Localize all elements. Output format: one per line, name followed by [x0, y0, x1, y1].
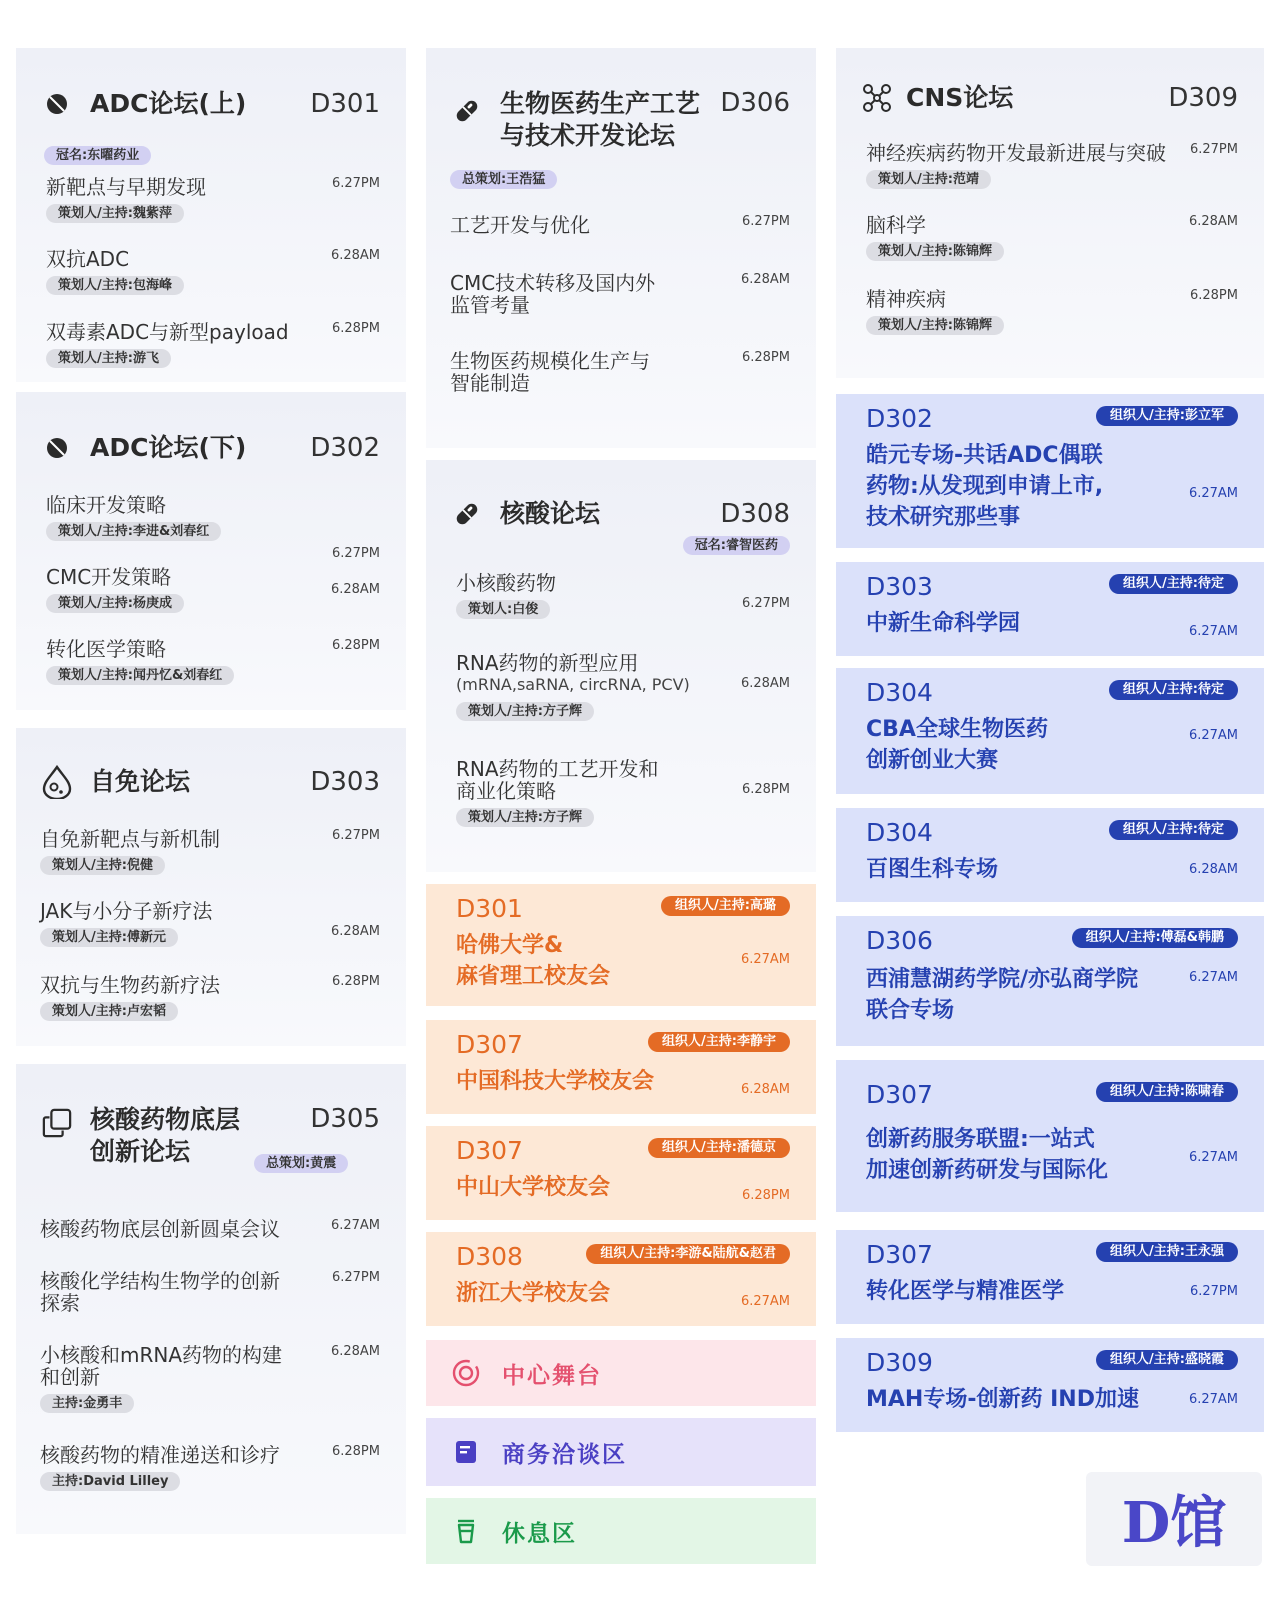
session-name: 核酸药物的精准递送和诊疗: [40, 1443, 280, 1467]
host-badge: 主持:David Lilley: [40, 1472, 180, 1491]
session-item[interactable]: [866, 288, 1238, 335]
session-item[interactable]: [46, 566, 380, 613]
session-item[interactable]: [866, 142, 1238, 189]
session-name: RNA药物的新型应用: [456, 651, 639, 675]
session-time: 6.28PM: [741, 782, 790, 797]
area-business[interactable]: [426, 1418, 816, 1486]
notebook-icon: [452, 1438, 480, 1466]
session-time: 6.27AM: [330, 1218, 380, 1233]
session-time: 6.28PM: [331, 638, 380, 653]
session-title: [456, 1172, 610, 1203]
hall-label: D馆: [1086, 1472, 1262, 1566]
card-title-line1: 生物医药生产工艺: [500, 89, 701, 118]
session-time: 6.27PM: [331, 176, 380, 191]
session-name-cont: 智能制造: [450, 371, 530, 395]
title-line: 转化医学与精准医学: [866, 1279, 1065, 1304]
title-line: 西浦慧湖药学院/亦弘商学院: [866, 967, 1139, 992]
session-time: 6.28PM: [331, 1444, 380, 1459]
organizer-badge: 组织人/主持:待定: [1109, 820, 1238, 840]
session-time: 6.27AM: [740, 952, 790, 967]
host-badge: 策划人/主持:范靖: [866, 170, 991, 189]
room-number: D302: [310, 433, 380, 463]
session-item[interactable]: [40, 1344, 380, 1413]
room-number: D307: [866, 1240, 933, 1269]
sponsor-badge: 冠名:睿智医药: [683, 536, 790, 555]
session-name: 临床开发策略: [46, 493, 166, 517]
special-session-card[interactable]: [836, 1338, 1264, 1432]
organizer-badge: 组织人/主持:待定: [1109, 680, 1238, 700]
session-item[interactable]: [456, 572, 790, 619]
cell-icon: [42, 767, 72, 797]
session-time: 6.28PM: [331, 974, 380, 989]
card-cns-forum: [836, 48, 1264, 378]
host-badge: 策划人/主持:闻丹忆&刘春红: [46, 666, 234, 685]
session-item[interactable]: [46, 176, 380, 223]
session-name: RNA药物的工艺开发和: [456, 757, 659, 781]
session-name: 新靶点与早期发现: [46, 175, 206, 199]
session-title: [866, 440, 1103, 533]
title-line: 联合专场: [866, 998, 955, 1023]
session-item[interactable]: [456, 652, 790, 721]
host-badge: 策划人/主持:倪健: [40, 856, 165, 875]
session-time: 6.28PM: [741, 350, 790, 365]
host-badge: 策划人/主持:卢宏韬: [40, 1002, 178, 1021]
session-item[interactable]: [40, 1218, 380, 1240]
card-nucleic-forum: [426, 460, 816, 872]
session-name: 小核酸药物: [456, 571, 556, 595]
session-name-cont: 和创新: [40, 1365, 100, 1389]
session-title: [456, 930, 610, 992]
session-name: 双抗与生物药新疗法: [40, 973, 220, 997]
session-time: 6.28AM: [330, 582, 380, 597]
session-time: 6.27AM: [1188, 728, 1238, 743]
capsule-icon: [452, 499, 482, 529]
session-time: 6.28AM: [330, 924, 380, 939]
organizer-badge: 组织人/主持:潘德京: [648, 1138, 790, 1158]
title-line: 中新生命科学园: [866, 611, 1021, 636]
room-number: D308: [456, 1242, 523, 1271]
host-badge: 策划人/主持:陈锦辉: [866, 242, 1004, 261]
alumni-session-card[interactable]: [426, 884, 816, 1006]
area-label: 休息区: [502, 1520, 577, 1547]
organizer-badge: 组织人/主持:李游&陆航&赵君: [586, 1244, 790, 1264]
title-line: 中国科技大学校友会: [456, 1069, 655, 1094]
card-title-line2: 与技术开发论坛: [500, 121, 676, 150]
room-number: D303: [310, 767, 380, 797]
session-name: 小核酸和mRNA药物的构建: [40, 1343, 283, 1367]
session-name: 双抗ADC: [46, 247, 130, 271]
session-name: 脑科学: [866, 213, 926, 237]
session-name: 转化医学策略: [46, 637, 166, 661]
room-number: D307: [866, 1080, 933, 1109]
organizer-badge: 组织人/主持:高璐: [661, 896, 790, 916]
card-immune-forum: [16, 728, 406, 1046]
session-name: JAK与小分子新疗法: [40, 899, 213, 923]
special-session-card[interactable]: [836, 916, 1264, 1046]
card-adc-forum-1: [16, 48, 406, 382]
session-name: 自免新靶点与新机制: [40, 827, 220, 851]
session-time: 6.27AM: [1188, 1150, 1238, 1165]
session-title: [866, 608, 1020, 639]
session-time: 6.27PM: [1189, 142, 1238, 157]
host-badge: 策划人/主持:陈锦辉: [866, 316, 1004, 335]
organizer-badge: 组织人/主持:陈啸春: [1096, 1082, 1238, 1102]
special-session-card[interactable]: [836, 808, 1264, 902]
session-time: 6.28AM: [330, 1344, 380, 1359]
title-line: 百图生科专场: [866, 857, 999, 882]
session-item[interactable]: [40, 828, 380, 875]
session-name: 核酸化学结构生物学的创新: [40, 1269, 280, 1293]
session-name-cont: 探索: [40, 1291, 80, 1315]
organizer-badge: 组织人/主持:待定: [1109, 574, 1238, 594]
session-item[interactable]: [450, 214, 790, 236]
alumni-session-card[interactable]: [426, 1126, 816, 1220]
session-time: 6.28PM: [1189, 288, 1238, 303]
organizer-badge: 组织人/主持:李静宇: [648, 1032, 790, 1052]
title-line: 中山大学校友会: [456, 1175, 611, 1200]
card-header: [452, 498, 790, 530]
session-name: 双毒素ADC与新型payload: [46, 320, 289, 344]
session-name: CMC技术转移及国内外: [450, 271, 656, 295]
session-time: 6.28AM: [1188, 862, 1238, 877]
title-line: 皓元专场-共话ADC偶联: [866, 443, 1103, 468]
pill-icon: [42, 89, 72, 119]
target-icon: [452, 1359, 480, 1387]
title-line: 加速创新药研发与国际化: [866, 1158, 1109, 1183]
title-line: CBA全球生物医药: [866, 717, 1048, 742]
special-session-card[interactable]: [836, 562, 1264, 656]
session-title: [866, 854, 998, 885]
planner-badge: 总策划:王浩猛: [450, 170, 557, 189]
special-session-card[interactable]: [836, 1060, 1264, 1212]
card-header: [42, 432, 380, 464]
title-line: 药物:从发现到申请上市,: [866, 474, 1104, 499]
host-badge: 策划人/主持:傅新元: [40, 928, 178, 947]
capsule-icon: [452, 96, 482, 126]
host-badge: 策划人:白俊: [456, 600, 550, 619]
session-time: 6.27PM: [331, 828, 380, 843]
title-line: 麻省理工校友会: [456, 964, 611, 989]
card-bio-process-forum: [426, 48, 816, 448]
room-number: D305: [310, 1104, 380, 1134]
session-time: 6.28AM: [1188, 214, 1238, 229]
session-time: 6.28PM: [331, 321, 380, 336]
alumni-session-card[interactable]: [426, 1020, 816, 1114]
room-number: D301: [310, 89, 380, 119]
session-title: [456, 1278, 610, 1309]
session-time: 6.27AM: [1188, 1392, 1238, 1407]
session-name: 生物医药规模化生产与: [450, 349, 650, 373]
session-time: 6.27AM: [740, 1294, 790, 1309]
session-name: 神经疾病药物开发最新进展与突破: [866, 141, 1166, 165]
room-number: D306: [720, 88, 790, 118]
card-title-line2: 创新论坛: [90, 1137, 191, 1166]
card-title-line1: 核酸药物底层: [90, 1105, 241, 1134]
session-item[interactable]: [40, 974, 380, 1021]
card-title: CNS论坛: [906, 83, 1014, 112]
title-line: 哈佛大学&: [456, 933, 564, 958]
session-title: [866, 964, 1138, 1026]
host-badge: 策划人/主持:游飞: [46, 349, 171, 368]
session-time: 6.28AM: [740, 272, 790, 287]
room-number: D303: [866, 572, 933, 601]
session-item[interactable]: [456, 758, 790, 827]
session-item[interactable]: [46, 493, 380, 561]
organizer-badge: 组织人/主持:傅磊&韩鹏: [1072, 928, 1238, 948]
session-item[interactable]: [46, 321, 380, 368]
session-time: 6.28AM: [740, 676, 790, 691]
session-time: 6.27PM: [331, 546, 380, 561]
special-session-card[interactable]: [836, 394, 1264, 548]
room-number: D307: [456, 1136, 523, 1165]
session-time: 6.27PM: [1189, 1284, 1238, 1299]
room-number: D307: [456, 1030, 523, 1059]
network-icon: [862, 83, 892, 113]
session-time: 6.27PM: [741, 596, 790, 611]
special-session-card[interactable]: [836, 668, 1264, 794]
session-time: 6.28PM: [741, 1188, 790, 1203]
planner-badge: 总策划:黄震: [254, 1154, 348, 1173]
cup-icon: [452, 1517, 480, 1545]
host-badge: 策划人/主持:魏紫萍: [46, 204, 184, 223]
title-line: MAH专场-创新药 IND加速: [866, 1387, 1139, 1412]
session-time: 6.28AM: [330, 248, 380, 263]
room-number: D301: [456, 894, 523, 923]
organizer-badge: 组织人/主持:彭立军: [1096, 406, 1238, 426]
session-item[interactable]: [450, 272, 790, 316]
session-time: 6.27AM: [1188, 970, 1238, 985]
session-title: [866, 1276, 1064, 1307]
card-header: [452, 88, 790, 152]
session-item[interactable]: [450, 350, 790, 394]
room-number: D309: [1168, 83, 1238, 113]
host-badge: 策划人/主持:方子辉: [456, 808, 594, 827]
room-number: D304: [866, 678, 933, 707]
card-title: ADC论坛(上): [90, 89, 247, 118]
organizer-badge: 组织人/主持:盛晓霞: [1096, 1350, 1238, 1370]
session-title: [456, 1066, 654, 1097]
copy-icon: [42, 1108, 72, 1138]
session-time: 6.27AM: [1188, 486, 1238, 501]
area-label: 商务洽谈区: [502, 1441, 627, 1468]
session-time: 6.27PM: [331, 1270, 380, 1285]
special-session-card[interactable]: [836, 1230, 1264, 1324]
room-number: D309: [866, 1348, 933, 1377]
host-badge: 主持:金勇丰: [40, 1394, 134, 1413]
sponsor-badge: 冠名:东曜药业: [44, 146, 151, 165]
title-line: 创新药服务联盟:一站式: [866, 1127, 1095, 1152]
card-header: [42, 88, 380, 120]
session-name-cont: 监管考量: [450, 293, 530, 317]
card-title: 核酸论坛: [500, 499, 601, 528]
card-header: [42, 766, 380, 798]
card-title: ADC论坛(下): [90, 433, 247, 462]
host-badge: 策划人/主持:方子辉: [456, 702, 594, 721]
card-nucleic-base-forum: [16, 1064, 406, 1534]
session-name-cont: 商业化策略: [456, 779, 556, 803]
session-time: 6.27AM: [1188, 624, 1238, 639]
session-time: 6.27PM: [741, 214, 790, 229]
title-line: 技术研究那些事: [866, 505, 1021, 530]
session-item[interactable]: [40, 1270, 380, 1314]
organizer-badge: 组织人/主持:王永强: [1096, 1242, 1238, 1262]
session-name: 精神疾病: [866, 287, 946, 311]
title-line: 创新创业大赛: [866, 748, 999, 773]
pill-icon: [42, 433, 72, 463]
alumni-session-card[interactable]: [426, 1232, 816, 1326]
area-center-stage[interactable]: [426, 1340, 816, 1406]
session-item[interactable]: [40, 900, 380, 947]
room-number: D302: [866, 404, 933, 433]
area-label: 中心舞台: [502, 1362, 602, 1389]
session-item[interactable]: [46, 248, 380, 295]
card-adc-forum-2: [16, 392, 406, 710]
session-item[interactable]: [40, 1444, 380, 1491]
session-time: 6.28AM: [740, 1082, 790, 1097]
session-name: CMC开发策略: [46, 565, 172, 589]
room-number: D304: [866, 818, 933, 847]
title-line: 浙江大学校友会: [456, 1281, 611, 1306]
session-name: 核酸药物底层创新圆桌会议: [40, 1217, 280, 1241]
session-item[interactable]: [866, 214, 1238, 261]
area-rest[interactable]: [426, 1498, 816, 1564]
session-item[interactable]: [46, 638, 380, 685]
session-title: [866, 1124, 1108, 1186]
room-number: D308: [720, 499, 790, 529]
room-number: D306: [866, 926, 933, 955]
session-title: [866, 714, 1048, 776]
session-name: 工艺开发与优化: [450, 213, 590, 237]
session-subtitle: (mRNA,saRNA, circRNA, PCV): [456, 675, 690, 694]
session-title: [866, 1384, 1139, 1415]
card-header: [862, 82, 1238, 114]
card-title: 自免论坛: [90, 767, 191, 796]
host-badge: 策划人/主持:杨庚成: [46, 594, 184, 613]
host-badge: 策划人/主持:包海峰: [46, 276, 184, 295]
host-badge: 策划人/主持:李进&刘春红: [46, 522, 221, 541]
